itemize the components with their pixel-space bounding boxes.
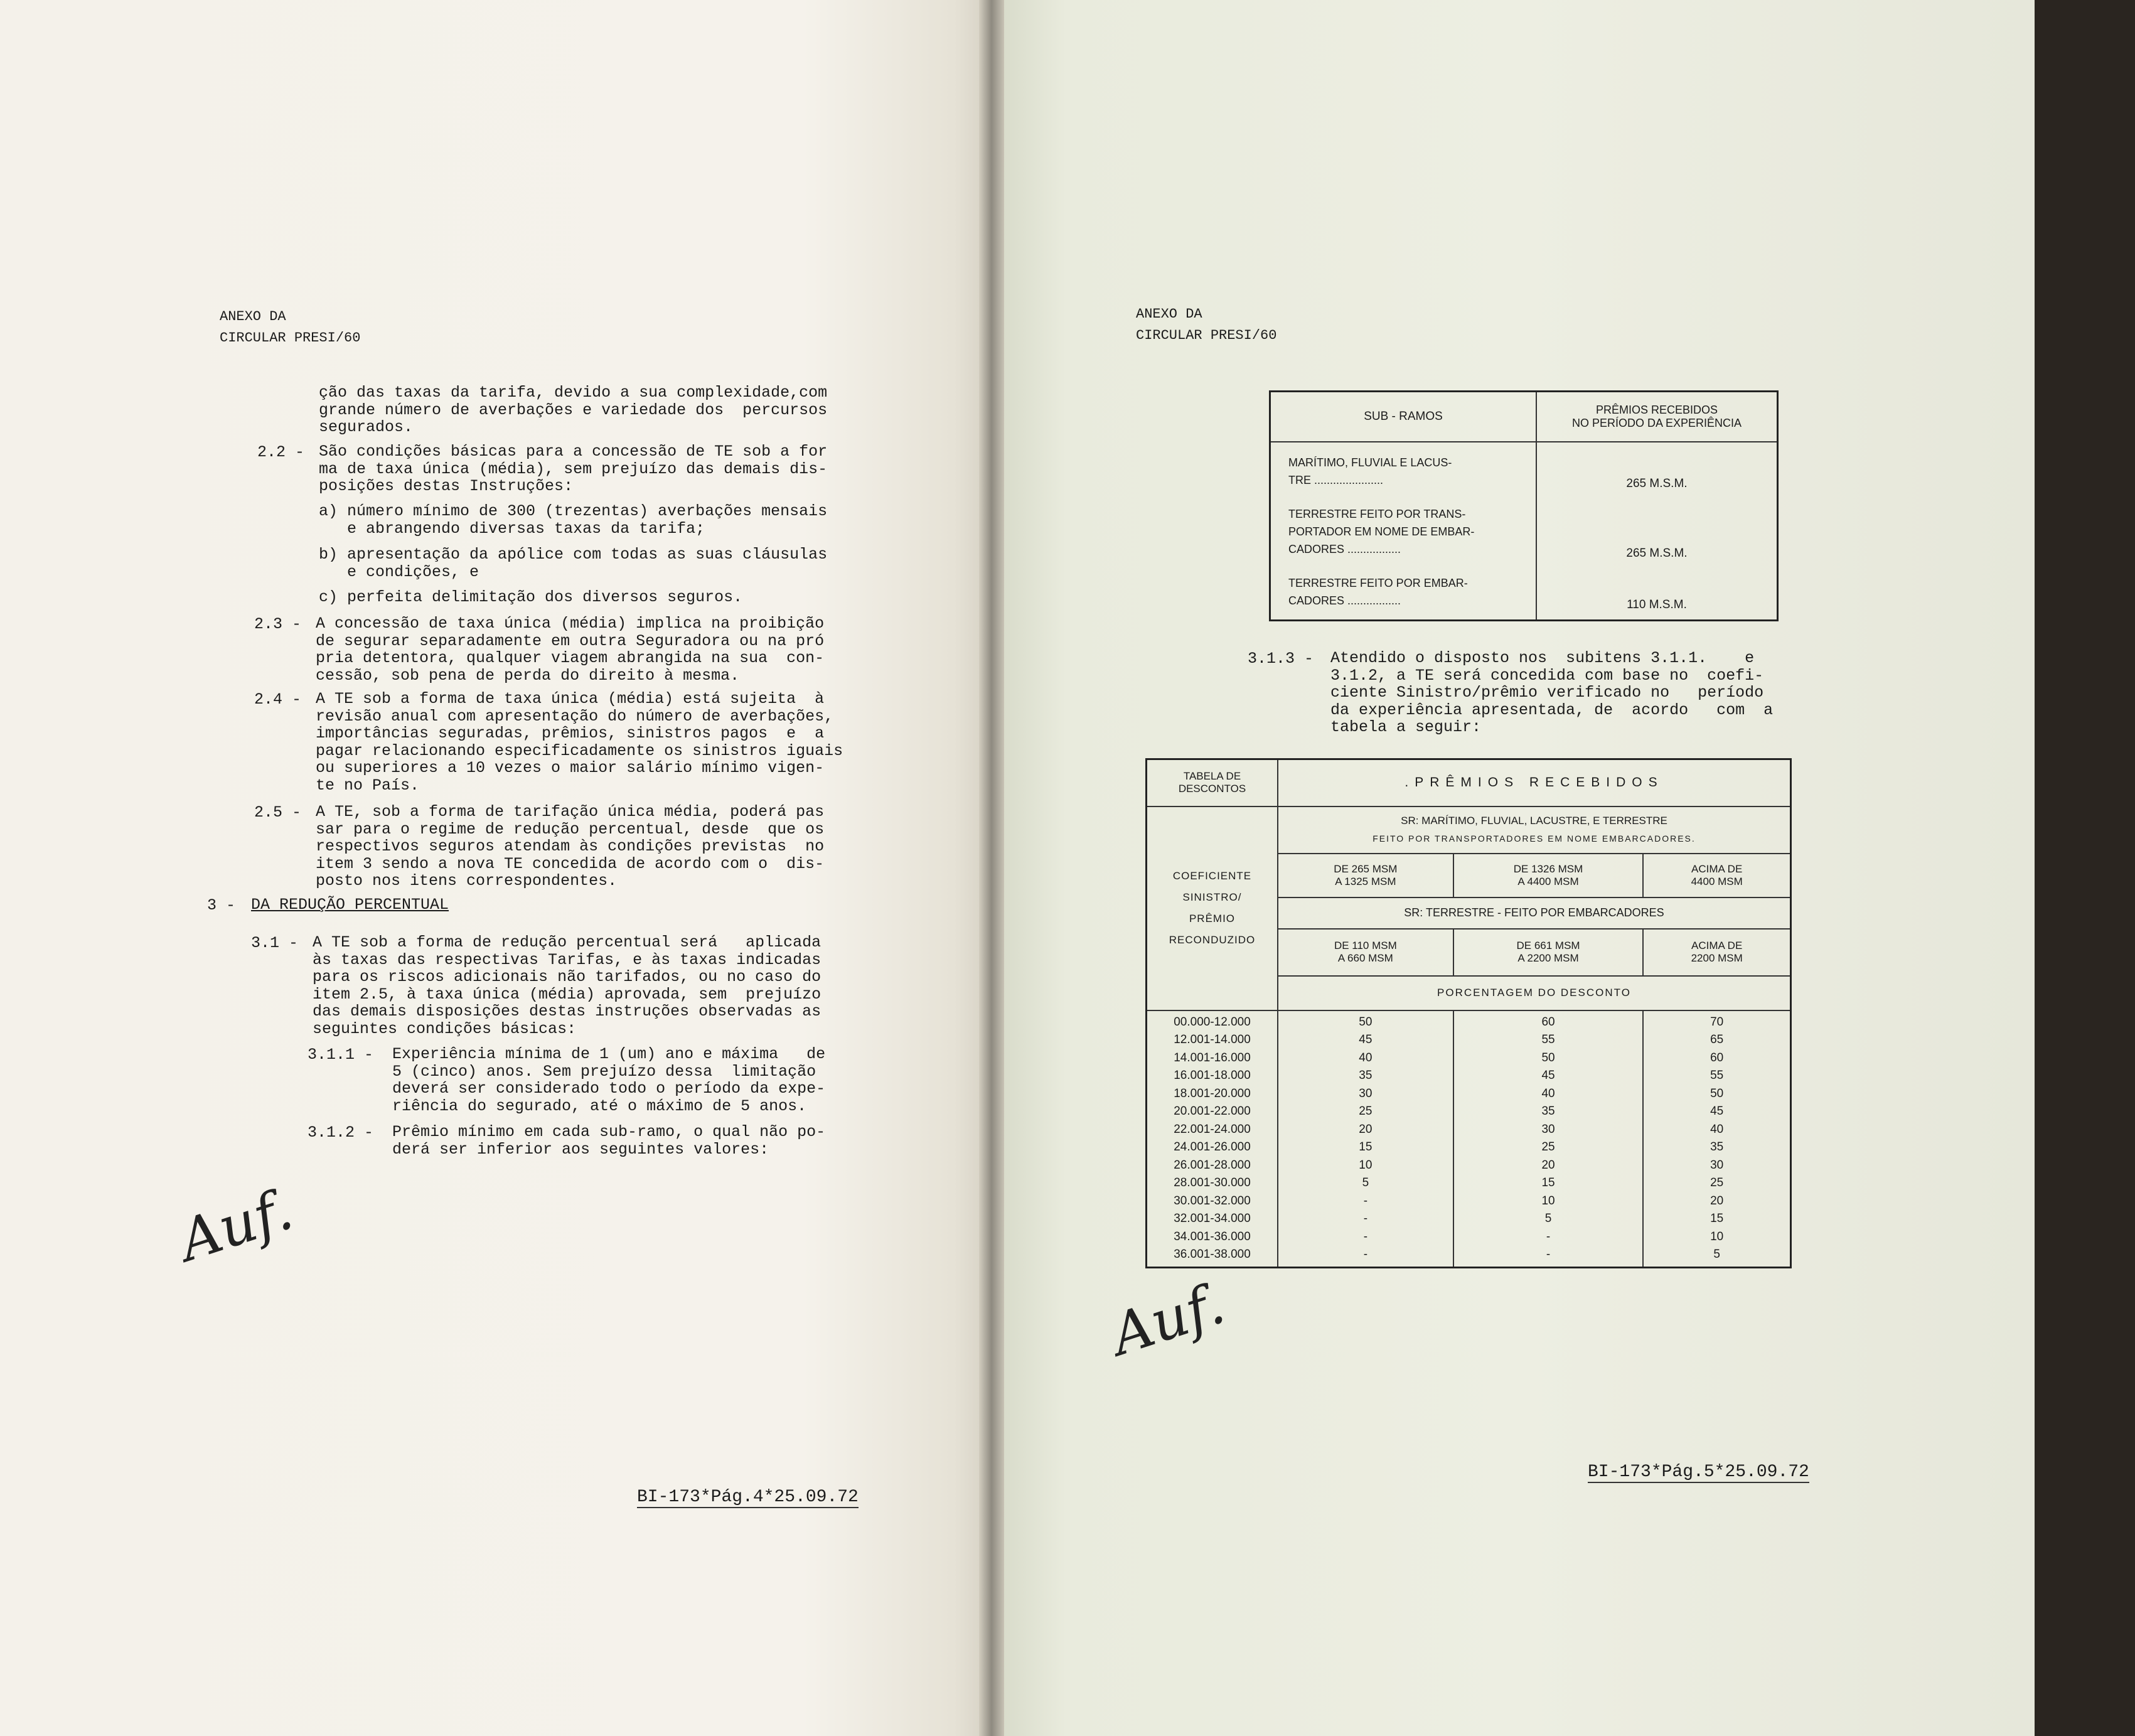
page-footer: BI-173*Pág.4*25.09.72 — [637, 1487, 859, 1507]
discount-value: 35 — [1710, 1140, 1724, 1154]
group2-title: SR: TERRESTRE - FEITO POR EMBARCADORES — [1278, 897, 1791, 929]
discount-value: 55 — [1541, 1033, 1555, 1046]
discount-value: 20 — [1541, 1158, 1555, 1172]
item-2-5-number: 2.5 - — [254, 803, 302, 822]
item-2-2-line: São condições básicas para a concessão de TE sob a for — [319, 442, 828, 461]
discount-value: 60 — [1541, 1015, 1555, 1029]
discount-value: 50 — [1359, 1015, 1372, 1029]
continuation-line: segurados. — [319, 418, 414, 436]
row-line: TERRESTRE FEITO POR TRANS- — [1288, 507, 1466, 520]
discount-value: 40 — [1710, 1122, 1724, 1136]
discount-rates-row — [1147, 1010, 1791, 1268]
item-3-1-3-line: da experiência apresentada, de acordo com a — [1330, 700, 1774, 719]
item-3-1-line: item 2.5, à taxa única (média) aprovada, sem prejuízo — [313, 985, 821, 1004]
premios-recebidos-title: .PRÊMIOS RECEBIDOS — [1278, 759, 1791, 806]
band-line: ACIMA DE — [1691, 862, 1743, 875]
discount-value: 25 — [1359, 1105, 1372, 1118]
premium-value: 265 M.S.M. — [1626, 476, 1688, 490]
signature: Auf. — [1103, 1270, 1233, 1369]
item-2-2-a-line: a) número mínimo de 300 (trezentas) averbações mensais — [319, 502, 828, 520]
row-label-line: COEFICIENTE — [1172, 870, 1252, 882]
band-line: A 4400 MSM — [1517, 875, 1579, 887]
band-line: ACIMA DE — [1691, 940, 1743, 951]
discount-value: 10 — [1710, 1230, 1724, 1243]
band-line: DE 1326 MSM — [1513, 862, 1583, 875]
row-line: TERRESTRE FEITO POR EMBAR- — [1288, 576, 1468, 589]
discount-value: 20 — [1359, 1122, 1372, 1136]
item-3-1-line: seguintes condições básicas: — [313, 1019, 577, 1038]
item-3-1-2-line: Prêmio mínimo em cada sub-ramo, o qual não po- — [392, 1123, 826, 1141]
discount-value: 25 — [1541, 1140, 1555, 1154]
item-2-4-line: revisão anual com apresentação do número de averbações, — [316, 707, 834, 726]
discount-value: 30 — [1359, 1086, 1372, 1100]
header-text: PRÊMIOS RECEBIDOS — [1595, 403, 1718, 416]
discount-column-1 — [1278, 1010, 1453, 1268]
item-3-1-line: A TE sob a forma de redução percentual será aplicada — [313, 933, 821, 951]
signature: Auf. — [171, 1176, 301, 1275]
discount-column-3 — [1643, 1010, 1790, 1268]
row-line: PORTADOR EM NOME DE EMBAR- — [1288, 525, 1475, 538]
discount-value: 10 — [1541, 1194, 1555, 1208]
discount-value: 45 — [1541, 1069, 1555, 1082]
coefficient-range: 16.001-18.000 — [1174, 1069, 1251, 1082]
item-3-1-1-line: riência do segurado, até o máximo de 5 anos. — [392, 1096, 807, 1115]
header-line: CIRCULAR PRESI/60 — [220, 330, 361, 346]
coefficient-range: 00.000-12.000 — [1174, 1015, 1251, 1029]
item-2-4-line: ou superiores a 10 vezes o maior salário mínimo vigen- — [316, 759, 825, 777]
band-cell — [1453, 929, 1644, 976]
band-line: A 1325 MSM — [1335, 875, 1396, 887]
item-2-2-c-line: c) perfeita delimitação dos diversos seguros. — [319, 588, 743, 606]
item-3-1-1-line: 5 (cinco) anos. Sem prejuízo dessa limitação — [392, 1062, 816, 1081]
coefficient-range: 28.001-30.000 — [1174, 1176, 1251, 1189]
item-3-1-number: 3.1 - — [251, 934, 299, 952]
item-2-4-number: 2.4 - — [254, 690, 302, 709]
discount-value: 15 — [1359, 1140, 1372, 1154]
band-line: A 2200 MSM — [1517, 952, 1579, 964]
premios-cell — [1536, 442, 1778, 621]
row-line: CADORES ................. — [1288, 594, 1401, 607]
group1-title-row — [1147, 806, 1791, 854]
premium-value: 265 M.S.M. — [1626, 546, 1688, 560]
group-title-line: FEITO POR TRANSPORTADORES EM NOME EMBARCADORES. — [1372, 833, 1696, 844]
header-line: ANEXO DA — [1136, 306, 1202, 322]
band-cell — [1643, 929, 1790, 976]
item-3-1-3-line: Atendido o disposto nos subitens 3.1.1. e — [1330, 649, 1755, 667]
left-page — [0, 0, 1004, 1736]
item-2-5-line: sar para o regime de redução percentual, desde que os — [316, 820, 825, 839]
group-title-line: SR: MARÍTIMO, FLUVIAL, LACUSTRE, E TERRESTRE — [1401, 815, 1667, 827]
discount-value: - — [1363, 1230, 1368, 1243]
table-header-row — [1147, 759, 1791, 806]
col-header-subramos: SUB - RAMOS — [1270, 392, 1537, 442]
item-2-5-line: posto nos itens correspondentes. — [316, 872, 618, 890]
coefficient-range: 14.001-16.000 — [1174, 1051, 1251, 1064]
discount-value: - — [1546, 1230, 1551, 1243]
discount-value: 70 — [1710, 1015, 1724, 1029]
discount-value: 35 — [1541, 1105, 1555, 1118]
band-cell — [1278, 854, 1453, 897]
item-2-3-line: pria detentora, qualquer viagem abrangida na sua con- — [316, 649, 825, 667]
minimum-premium-table — [1269, 390, 1779, 621]
item-2-2-line: ma de taxa única (média), sem prejuízo das demais dis- — [319, 459, 828, 478]
band-cell — [1453, 854, 1644, 897]
page-footer: BI-173*Pág.5*25.09.72 — [1588, 1462, 1809, 1482]
subramos-cell — [1270, 442, 1537, 621]
band-line: DE 661 MSM — [1516, 940, 1580, 951]
corner-label — [1147, 759, 1278, 806]
item-3-1-3-number: 3.1.3 - — [1248, 650, 1314, 668]
discount-value: 40 — [1359, 1051, 1372, 1064]
premium-value: 110 M.S.M. — [1627, 597, 1687, 611]
discount-value: 10 — [1359, 1158, 1372, 1172]
continuation-line: grande número de averbações e variedade dos percursos — [319, 400, 828, 419]
coefficient-range: 22.001-24.000 — [1174, 1122, 1251, 1136]
col-header-premios — [1536, 392, 1778, 442]
band-line: DE 265 MSM — [1334, 862, 1398, 875]
item-2-3-number: 2.3 - — [254, 615, 302, 633]
coefficient-range: 24.001-26.000 — [1174, 1140, 1251, 1154]
corner-line: DESCONTOS — [1178, 783, 1246, 795]
corner-line: TABELA DE — [1183, 770, 1241, 783]
discount-value: 35 — [1359, 1069, 1372, 1082]
band-line: 2200 MSM — [1691, 952, 1743, 964]
continuation-line: ção das taxas da tarifa, devido a sua complexidade,com — [319, 383, 828, 402]
row-line: TRE ...................... — [1288, 473, 1384, 486]
discount-value: 20 — [1710, 1194, 1724, 1208]
item-2-4-line: te no País. — [316, 776, 420, 795]
row-line: CADORES ................. — [1288, 542, 1401, 555]
discount-value: 60 — [1710, 1051, 1724, 1064]
item-2-4-line: A TE sob a forma de taxa única (média) está sujeita à — [316, 690, 825, 708]
item-3-1-line: às taxas das respectivas Tarifas, e às taxas indicadas — [313, 950, 821, 969]
discount-value: 45 — [1710, 1105, 1724, 1118]
item-3-1-1-number: 3.1.1 - — [308, 1046, 374, 1064]
discount-value: 5 — [1713, 1248, 1720, 1261]
header-line: CIRCULAR PRESI/60 — [1136, 328, 1277, 343]
discount-value: 5 — [1544, 1212, 1552, 1225]
discount-value: - — [1546, 1248, 1551, 1261]
band-cell — [1643, 854, 1790, 897]
discount-value: 30 — [1710, 1158, 1724, 1172]
discount-value: 50 — [1710, 1086, 1724, 1100]
coefficient-range: 34.001-36.000 — [1174, 1230, 1251, 1243]
item-3-1-3-line: tabela a seguir: — [1330, 718, 1482, 736]
item-2-5-line: A TE, sob a forma de tarifação única média, poderá pas — [316, 803, 825, 821]
item-3-1-2-number: 3.1.2 - — [308, 1123, 374, 1142]
discount-table — [1145, 758, 1792, 1268]
discount-value: 40 — [1541, 1086, 1555, 1100]
row-label-line: RECONDUZIDO — [1169, 934, 1256, 946]
discount-value: 25 — [1710, 1176, 1724, 1189]
band-line: 4400 MSM — [1691, 875, 1743, 887]
discount-header: PORCENTAGEM DO DESCONTO — [1278, 976, 1791, 1010]
page-header — [220, 306, 360, 349]
item-3-1-line: das demais disposições destas instruções observadas as — [313, 1002, 821, 1021]
band-line: DE 110 MSM — [1334, 940, 1397, 951]
header-line: ANEXO DA — [220, 309, 286, 324]
coefficient-range: 18.001-20.000 — [1174, 1086, 1251, 1100]
table-header-row — [1270, 392, 1778, 442]
discount-value: - — [1363, 1212, 1368, 1225]
discount-value: - — [1363, 1248, 1368, 1261]
header-text: NO PERÍODO DA EXPERIÊNCIA — [1571, 416, 1742, 429]
row-label-line: PRÊMIO — [1189, 913, 1236, 924]
item-3-1-3-line: ciente Sinistro/prêmio verificado no período — [1330, 683, 1764, 702]
row-label-line: SINISTRO/ — [1182, 891, 1242, 903]
coefficient-range: 20.001-22.000 — [1174, 1105, 1251, 1118]
section-3-number: 3 - — [207, 896, 236, 914]
page-header — [1136, 304, 1276, 346]
coefficient-range: 36.001-38.000 — [1174, 1248, 1251, 1261]
item-3-1-3-line: 3.1.2, a TE será concedida com base no coefi- — [1330, 666, 1764, 685]
item-2-3-line: A concessão de taxa única (média) implica na proibição — [316, 614, 825, 633]
row-line: MARÍTIMO, FLUVIAL E LACUS- — [1288, 456, 1452, 469]
item-3-1-line: para os riscos adicionais não tarifados, ou no caso do — [313, 968, 821, 986]
item-2-5-line: item 3 sendo a nova TE concedida de acordo com o dis- — [316, 854, 825, 873]
discount-value: 15 — [1541, 1176, 1555, 1189]
coefficient-range: 30.001-32.000 — [1174, 1194, 1251, 1208]
discount-value: 65 — [1710, 1033, 1724, 1046]
item-3-1-1-line: Experiência mínima de 1 (um) ano e máxima de — [392, 1045, 826, 1063]
item-2-3-line: de segurar separadamente em outra Seguradora ou na pró — [316, 631, 825, 650]
row-label-cell — [1147, 806, 1278, 1010]
coefficient-range: 26.001-28.000 — [1174, 1158, 1251, 1172]
item-2-2-b-line: b) apresentação da apólice com todas as suas cláusulas — [319, 545, 828, 564]
item-3-1-1-line: deverá ser considerado todo o período da expe- — [392, 1080, 826, 1098]
group1-title — [1278, 806, 1791, 854]
item-2-5-line: respectivos seguros atendam às condições previstas no — [316, 837, 825, 855]
item-2-2-b-line: e condições, e — [319, 562, 479, 581]
section-3-title: DA REDUÇÃO PERCENTUAL — [251, 896, 449, 914]
item-3-1-2-line: derá ser inferior aos seguintes valores: — [392, 1140, 769, 1159]
item-2-4-line: pagar relacionando especificadamente os sinistros iguais — [316, 741, 843, 760]
discount-value: 5 — [1362, 1176, 1369, 1189]
band-cell — [1278, 929, 1453, 976]
discount-value: 55 — [1710, 1069, 1724, 1082]
item-2-2-number: 2.2 - — [257, 443, 305, 461]
discount-column-2 — [1453, 1010, 1644, 1268]
item-2-4-line: importâncias seguradas, prêmios, sinistros pagos e a — [316, 724, 825, 742]
discount-value: 30 — [1541, 1122, 1555, 1136]
coefficient-range: 12.001-14.000 — [1174, 1033, 1251, 1046]
coefficient-range: 32.001-34.000 — [1174, 1212, 1251, 1225]
item-2-3-line: cessão, sob pena de perda do direito à mesma. — [316, 666, 740, 685]
discount-value: 15 — [1710, 1212, 1724, 1225]
item-2-2-a-line: e abrangendo diversas taxas da tarifa; — [319, 519, 705, 538]
item-2-2-line: posições destas Instruções: — [319, 477, 574, 495]
book-gutter — [979, 0, 1004, 1736]
discount-value: 45 — [1359, 1033, 1372, 1046]
table-body-row — [1270, 442, 1778, 621]
discount-value: - — [1363, 1194, 1368, 1208]
discount-value: 50 — [1541, 1051, 1555, 1064]
band-line: A 660 MSM — [1337, 952, 1393, 964]
coefficient-column — [1147, 1010, 1278, 1268]
